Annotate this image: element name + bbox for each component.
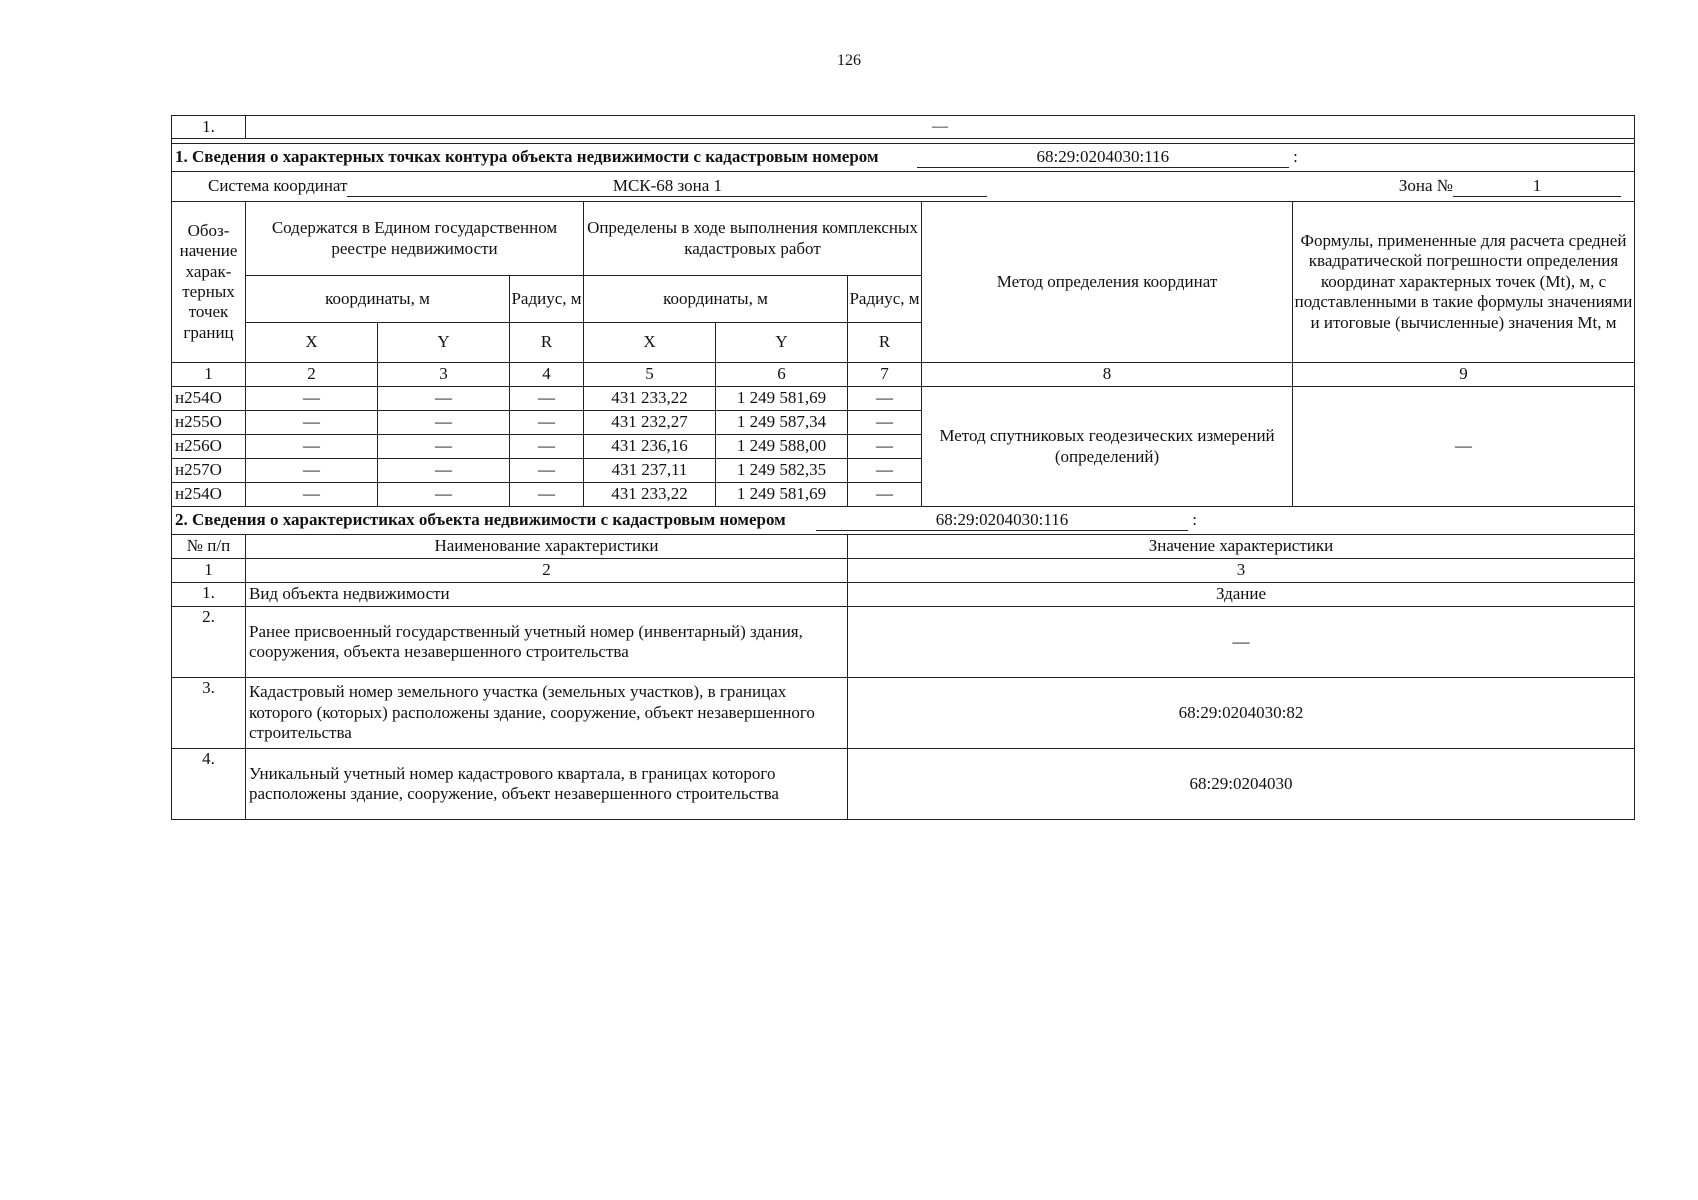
characteristic-num: 2. (172, 607, 246, 678)
section1-cadastral-number: 68:29:0204030:116 (917, 147, 1289, 168)
col-number: 5 (584, 363, 716, 387)
characteristic-num: 3. (172, 678, 246, 749)
page-number: 126 (837, 52, 861, 69)
point-row (172, 387, 1635, 411)
coord-system-row (172, 172, 1635, 202)
characteristic-row (172, 678, 1635, 749)
point-r1: — (510, 459, 584, 483)
point-x2: 431 237,11 (584, 459, 716, 483)
header-characteristic-value: Значение характеристики (848, 535, 1635, 559)
header-egrn-r: R (510, 323, 584, 363)
point-y2: 1 249 587,34 (716, 411, 848, 435)
point-x1: — (246, 459, 378, 483)
characteristic-value: 68:29:0204030 (848, 749, 1635, 820)
col-number: 1 (172, 363, 246, 387)
section2-suffix: : (1192, 509, 1197, 529)
header-designation: Обоз-начение харак-терных точек границ (172, 202, 246, 363)
coord-system-value: МСК-68 зона 1 (347, 176, 987, 197)
section2-column-numbers (172, 559, 1635, 583)
point-x1: — (246, 387, 378, 411)
document-sheet (171, 115, 1634, 820)
col-number: 8 (922, 363, 1293, 387)
point-r1: — (510, 435, 584, 459)
header-egrn-coords: координаты, м (246, 276, 510, 323)
header-method: Метод определения координат (922, 202, 1293, 363)
header-egrn-y: Y (378, 323, 510, 363)
point-r2: — (848, 459, 922, 483)
section2-cadastral-number: 68:29:0204030:116 (816, 510, 1188, 531)
top-row-value: — (246, 116, 1635, 139)
point-r2: — (848, 411, 922, 435)
col-number: 3 (378, 363, 510, 387)
section2-title-row (172, 507, 1635, 535)
section1-title-row (172, 144, 1635, 172)
point-r1: — (510, 483, 584, 507)
characteristic-name: Кадастровый номер земельного участка (земельных участков), в границах которого (которых) расположены здание, сооружение, объект незавершенного строительства (246, 678, 848, 749)
col-number: 7 (848, 363, 922, 387)
point-r1: — (510, 411, 584, 435)
point-y1: — (378, 435, 510, 459)
point-x1: — (246, 411, 378, 435)
header-row-number: № п/п (172, 535, 246, 559)
cadastral-table (171, 115, 1635, 820)
col-number: 4 (510, 363, 584, 387)
point-y1: — (378, 459, 510, 483)
point-x2: 431 232,27 (584, 411, 716, 435)
point-name: н254О (172, 387, 246, 411)
point-y2: 1 249 588,00 (716, 435, 848, 459)
point-y2: 1 249 581,69 (716, 387, 848, 411)
header-kkr-radius: Радиус, м (848, 276, 922, 323)
characteristic-value: 68:29:0204030:82 (848, 678, 1635, 749)
characteristic-value: — (848, 607, 1635, 678)
point-y2: 1 249 581,69 (716, 483, 848, 507)
coord-system-label: Система координат (208, 175, 348, 195)
point-x2: 431 233,22 (584, 387, 716, 411)
header-characteristic-name: Наименование характеристики (246, 535, 848, 559)
characteristic-num: 4. (172, 749, 246, 820)
header-kkr-x: X (584, 323, 716, 363)
point-y1: — (378, 483, 510, 507)
section1-column-numbers (172, 363, 1635, 387)
characteristic-num: 1. (172, 583, 246, 607)
zone-label: Зона № (1398, 175, 1453, 195)
point-r2: — (848, 483, 922, 507)
col-number: 2 (246, 363, 378, 387)
header-kkr-y: Y (716, 323, 848, 363)
characteristic-name: Ранее присвоенный государственный учетный номер (инвентарный) здания, сооружения, объекта незавершенного строительства (246, 607, 848, 678)
section2-title: 2. Сведения о характеристиках объекта недвижимости с кадастровым номером (175, 509, 786, 529)
point-name: н257О (172, 459, 246, 483)
zone-value: 1 (1453, 176, 1621, 197)
col-number: 3 (848, 559, 1635, 583)
header-formulas: Формулы, примененные для расчета средней квадратической погрешности определения координат характерных точек (Mt), м, с подставленными в такие формулы значениями и итоговые (вычисленные) значения Mt, м (1293, 202, 1635, 363)
point-name: н256О (172, 435, 246, 459)
point-y2: 1 249 582,35 (716, 459, 848, 483)
top-row-num: 1. (172, 116, 246, 139)
characteristic-row (172, 607, 1635, 678)
col-number: 6 (716, 363, 848, 387)
point-y1: — (378, 411, 510, 435)
point-x1: — (246, 435, 378, 459)
characteristic-name: Уникальный учетный номер кадастрового квартала, в границах которого расположены здание, сооружение, объект незавершенного строительства (246, 749, 848, 820)
point-y1: — (378, 387, 510, 411)
section1-suffix: : (1293, 146, 1298, 166)
col-number: 2 (246, 559, 848, 583)
point-r2: — (848, 435, 922, 459)
section2-header-row (172, 535, 1635, 559)
point-x2: 431 236,16 (584, 435, 716, 459)
point-r1: — (510, 387, 584, 411)
characteristic-row (172, 749, 1635, 820)
header-egrn-x: X (246, 323, 378, 363)
point-name: н254О (172, 483, 246, 507)
characteristic-value: Здание (848, 583, 1635, 607)
header-kkr: Определены в ходе выполнения комплексных кадастровых работ (584, 202, 922, 276)
point-x1: — (246, 483, 378, 507)
header-kkr-coords: координаты, м (584, 276, 848, 323)
method-value: Метод спутниковых геодезических измерений (определений) (922, 387, 1293, 507)
formulas-value: — (1293, 387, 1635, 507)
characteristic-name: Вид объекта недвижимости (246, 583, 848, 607)
point-name: н255О (172, 411, 246, 435)
col-number: 9 (1293, 363, 1635, 387)
characteristic-row (172, 583, 1635, 607)
header-kkr-r: R (848, 323, 922, 363)
section1-title: 1. Сведения о характерных точках контура объекта недвижимости с кадастровым номером (175, 146, 879, 166)
point-r2: — (848, 387, 922, 411)
top-row (172, 116, 1635, 139)
col-number: 1 (172, 559, 246, 583)
header-egrn: Содержатся в Едином государственном реестре недвижимости (246, 202, 584, 276)
point-x2: 431 233,22 (584, 483, 716, 507)
header-egrn-radius: Радиус, м (510, 276, 584, 323)
